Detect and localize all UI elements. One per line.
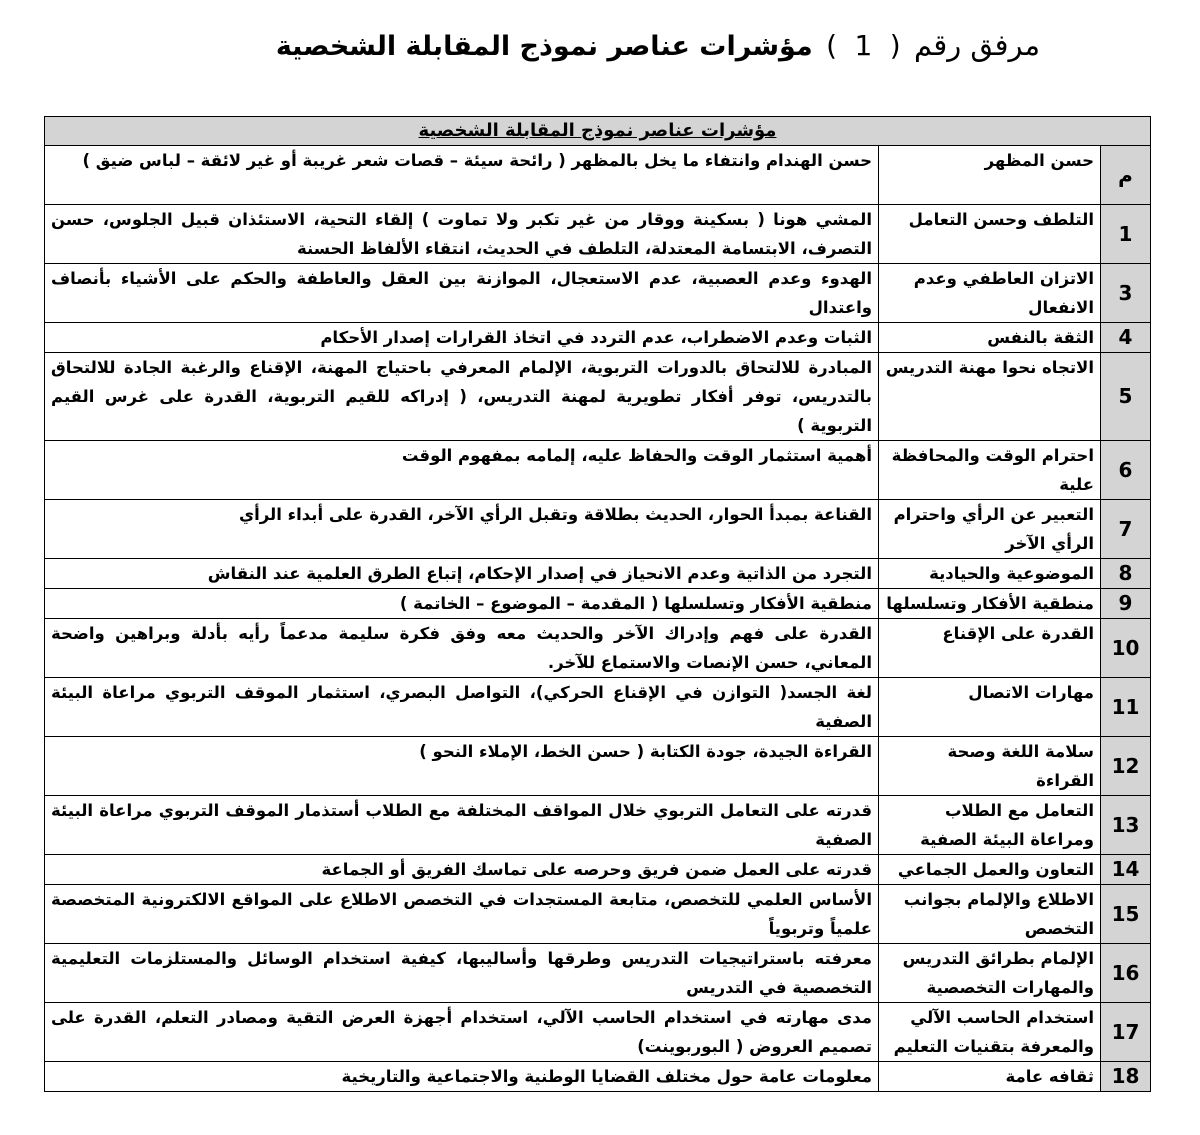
table-row	[45, 737, 1151, 796]
element-name: سلامة اللغة وصحة القراءة	[879, 737, 1101, 796]
table-heading: مؤشرات عناصر نموذج المقابلة الشخصية	[45, 117, 1151, 146]
row-number: 17	[1101, 1003, 1151, 1062]
table-row	[45, 796, 1151, 855]
row-number: 14	[1101, 855, 1151, 885]
element-name: التعاون والعمل الجماعي	[879, 855, 1101, 885]
attachment-paren-open: (	[889, 29, 901, 62]
attachment-title-text: مؤشرات عناصر نموذج المقابلة الشخصية	[275, 31, 813, 62]
table-row	[45, 323, 1151, 353]
row-number: 10	[1101, 619, 1151, 678]
element-name: ثقافه عامة	[879, 1062, 1101, 1092]
element-indicators: القدرة على فهم وإدراك الآخر والحديث معه وفق فكرة سليمة مدعماً رأيه بأدلة وبراهين واضحة المعاني، حسن الإنصات والاستماع للآخر.	[45, 619, 879, 678]
table-row	[45, 885, 1151, 944]
element-name: الاتزان العاطفي وعدم الانفعال	[879, 264, 1101, 323]
table-row	[45, 678, 1151, 737]
table-row	[45, 264, 1151, 323]
row-number: 9	[1101, 589, 1151, 619]
element-name: الإلمام بطرائق التدريس والمهارات التخصصية	[879, 944, 1101, 1003]
element-indicators: منطقية الأفكار وتسلسلها ( المقدمة – الموضوع – الخاتمة )	[45, 589, 879, 619]
row-number: 13	[1101, 796, 1151, 855]
table-row	[45, 619, 1151, 678]
element-indicators: قدرته على التعامل التربوي خلال المواقف المختلفة مع الطلاب أستذمار الموقف التربوي مراعاة البيئة الصفية	[45, 796, 879, 855]
table-body	[45, 146, 1151, 1092]
row-number: 18	[1101, 1062, 1151, 1092]
element-indicators: أهمية استثمار الوقت والحفاظ عليه، إلمامه بمفهوم الوقت	[45, 441, 879, 500]
element-name: مهارات الاتصال	[879, 678, 1101, 737]
row-number: 6	[1101, 441, 1151, 500]
element-name: حسن المظهر	[879, 146, 1101, 205]
table-row	[45, 1003, 1151, 1062]
indicators-table	[44, 116, 1151, 1092]
element-name: الاتجاه نحوا مهنة التدريس	[879, 353, 1101, 441]
table-row	[45, 855, 1151, 885]
page-title	[276, 28, 1040, 62]
table-row	[45, 1062, 1151, 1092]
row-number: 1	[1101, 205, 1151, 264]
attachment-label: مرفق رقم	[914, 28, 1040, 62]
element-indicators: الأساس العلمي للتخصص، متابعة المستجدات في التخصص الاطلاع على المواقع الالكترونية المتخصصة علمياً وتربوياً	[45, 885, 879, 944]
row-number: 16	[1101, 944, 1151, 1003]
element-name: التلطف وحسن التعامل	[879, 205, 1101, 264]
table-row	[45, 500, 1151, 559]
attachment-number: 1	[854, 29, 873, 62]
element-name: الثقة بالنفس	[879, 323, 1101, 353]
element-indicators: الثبات وعدم الاضطراب، عدم التردد في اتخاذ القرارات إصدار الأحكام	[45, 323, 879, 353]
element-indicators: معرفته باستراتيجيات التدريس وطرقها وأساليبها، كيفية استخدام الوسائل والمستلزمات التعليمية التخصصية في التدريس	[45, 944, 879, 1003]
element-indicators: المبادرة للالتحاق بالدورات التربوية، الإلمام المعرفي باحتياج المهنة، الإقناع والرغبة الجادة للالتحاق بالتدريس، توفر أفكار تطويرية لمهنة التدريس، ( إدراكه للقيم التربوية، القدرة على غرس القيم التربوية )	[45, 353, 879, 441]
row-number: 15	[1101, 885, 1151, 944]
table-row	[45, 146, 1151, 205]
table-row	[45, 559, 1151, 589]
element-name: استخدام الحاسب الآلي والمعرفة بتقنيات التعليم	[879, 1003, 1101, 1062]
row-number: 11	[1101, 678, 1151, 737]
row-number: 3	[1101, 264, 1151, 323]
row-number: م	[1101, 146, 1151, 205]
element-name: احترام الوقت والمحافظة علية	[879, 441, 1101, 500]
element-indicators: مدى مهارته في استخدام الحاسب الآلي، استخدام أجهزة العرض التقية ومصادر التعلم، القدرة على تصميم العروض ( البوربوينت)	[45, 1003, 879, 1062]
element-name: القدرة على الإقناع	[879, 619, 1101, 678]
row-number: 4	[1101, 323, 1151, 353]
element-indicators: الهدوء وعدم العصبية، عدم الاستعجال، الموازنة بين العقل والعاطفة والحكم على الأشياء بأنصاف واعتدال	[45, 264, 879, 323]
element-name: منطقية الأفكار وتسلسلها	[879, 589, 1101, 619]
element-name: التعامل مع الطلاب ومراعاة البيئة الصفية	[879, 796, 1101, 855]
element-name: التعبير عن الرأي واحترام الرأي الآخر	[879, 500, 1101, 559]
element-indicators: حسن الهندام وانتفاء ما يخل بالمظهر ( رائحة سيئة – قصات شعر غريبة أو غير لائقة – لباس ضيق )	[45, 146, 879, 205]
row-number: 12	[1101, 737, 1151, 796]
row-number: 8	[1101, 559, 1151, 589]
element-name: الموضوعية والحيادية	[879, 559, 1101, 589]
element-indicators: القراءة الجيدة، جودة الكتابة ( حسن الخط، الإملاء النحو )	[45, 737, 879, 796]
table-heading-row	[45, 117, 1151, 146]
row-number: 7	[1101, 500, 1151, 559]
element-indicators: قدرته على العمل ضمن فريق وحرصه على تماسك الفريق أو الجماعة	[45, 855, 879, 885]
table-row	[45, 441, 1151, 500]
attachment-paren-close: )	[826, 29, 838, 62]
element-indicators: لغة الجسد( التوازن في الإقناع الحركي)، التواصل البصري، استثمار الموقف التربوي مراعاة البيئة الصفية	[45, 678, 879, 737]
table-row	[45, 589, 1151, 619]
table-row	[45, 353, 1151, 441]
element-indicators: القناعة بمبدأ الحوار، الحديث بطلاقة وتقبل الرأي الآخر، القدرة على أبداء الرأي	[45, 500, 879, 559]
element-indicators: التجرد من الذاتية وعدم الانحياز في إصدار الإحكام، إتباع الطرق العلمية عند النقاش	[45, 559, 879, 589]
row-number: 5	[1101, 353, 1151, 441]
element-indicators: المشي هونا ( بسكينة ووقار من غير تكبر ولا تماوت ) إلقاء التحية، الاستئذان قبيل الجلوس، حسن التصرف، الابتسامة المعتدلة، التلطف في الحديث، انتقاء الألفاظ الحسنة	[45, 205, 879, 264]
element-indicators: معلومات عامة حول مختلف القضايا الوطنية والاجتماعية والتاريخية	[45, 1062, 879, 1092]
table-row	[45, 205, 1151, 264]
element-name: الاطلاع والإلمام بجوانب التخصص	[879, 885, 1101, 944]
table-row	[45, 944, 1151, 1003]
